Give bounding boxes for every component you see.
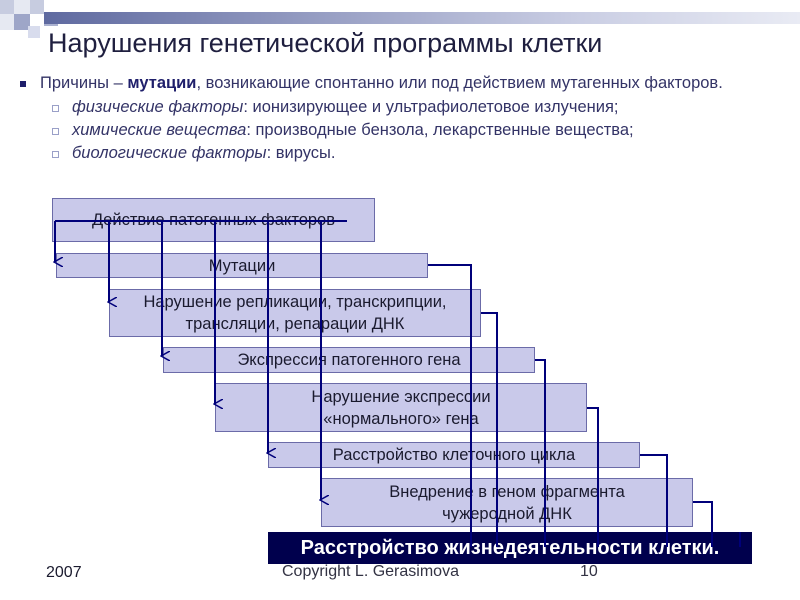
bullet-rest: , возникающие спонтанно или под действием мутагенных факторов. — [196, 74, 723, 92]
step-label-line2: «нормального» гена — [323, 409, 479, 428]
sub-bullet-text: : ионизирующее и ультрафиолетовое излучения; — [243, 98, 619, 116]
result-label: Расстройство жизнедеятельности клетки. — [300, 536, 720, 559]
step-label-line2: чужеродной ДНК — [442, 504, 572, 523]
step-label: Внедрение в геном фрагмента — [389, 482, 625, 501]
step-label-line2: трансляции, репарации ДНК — [185, 315, 405, 333]
bullet-prefix: Причины – — [40, 74, 128, 92]
footer-copyright: Copyright L. Gerasimova — [282, 563, 459, 580]
sub-bullet-italic: биологические факторы — [72, 144, 267, 162]
slide-title: Нарушения генетической программы клетки — [48, 28, 603, 58]
sub-bullet-italic: физические факторы — [72, 98, 244, 116]
footer-page-number: 10 — [580, 563, 598, 580]
step-label: Экспрессия патогенного гена — [237, 351, 461, 369]
step-label: Мутации — [208, 256, 276, 275]
footer-year: 2007 — [46, 564, 82, 581]
step-label: Действие патогенных факторов — [92, 211, 335, 229]
sub-bullet-text: : производные бензола, лекарственные вещества; — [246, 121, 634, 139]
step-label: Нарушение репликации, транскрипции, — [143, 293, 447, 311]
sub-bullet-text: : вирусы. — [266, 144, 336, 162]
step-label: Нарушение экспрессии — [311, 387, 491, 406]
step-label: Расстройство клеточного цикла — [332, 446, 576, 464]
sub-bullet-italic: химические вещества — [72, 121, 247, 139]
bullet-bold: мутации — [127, 74, 197, 92]
